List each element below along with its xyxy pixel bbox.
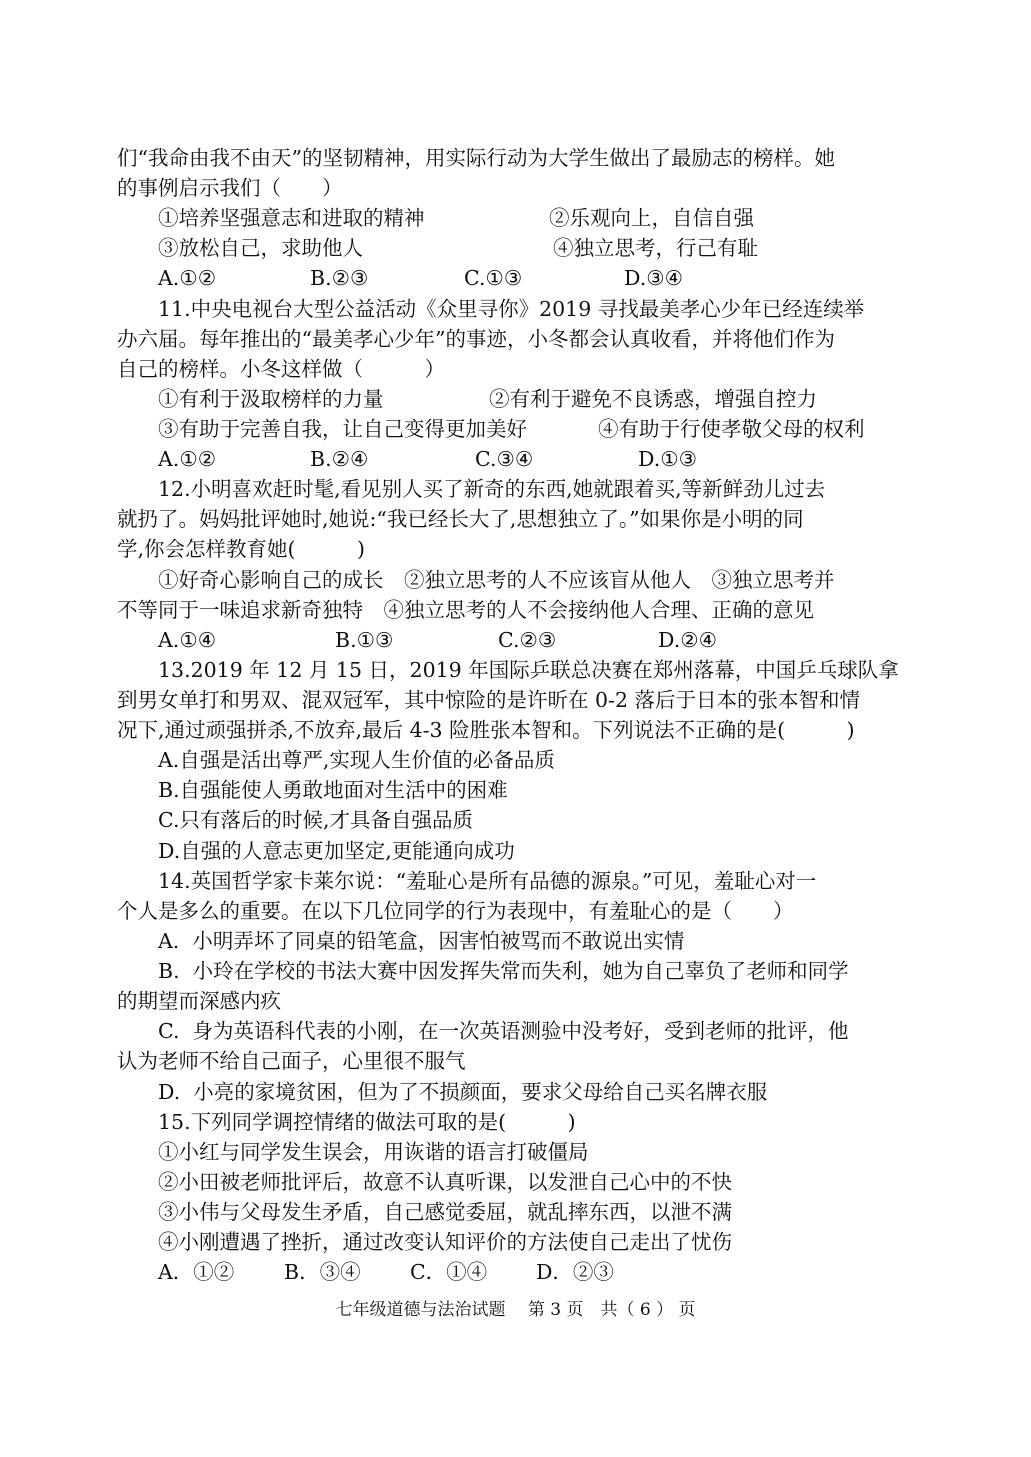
q15-option-b: B．③④ xyxy=(284,1260,361,1284)
q10-item-1: ①培养坚强意志和进取的精神 xyxy=(158,206,425,230)
q15-item-3: ③小伟与父母发生矛盾，自己感觉委屈，就乱摔东西，以泄不满 xyxy=(158,1200,732,1224)
q13-option-b: B.自强能使人勇敢地面对生活中的困难 xyxy=(158,778,508,802)
q12-stem-line-1: 12.小明喜欢赶时髦,看见别人买了新奇的东西,她就跟着买,等新鲜劲儿过去 xyxy=(158,477,826,501)
q11-item-1: ①有利于汲取榜样的力量 xyxy=(158,387,384,411)
q11-stem-line-1: 11.中央电视台大型公益活动《众里寻你》2019 寻找最美孝心少年已经连续举 xyxy=(158,297,865,321)
q14-option-a: A. 小明弄坏了同桌的铅笔盒，因害怕被骂而不敢说出实情 xyxy=(158,929,685,953)
q10-stem-line-1: 们“我命由我不由天”的坚韧精神，用实际行动为大学生做出了最励志的榜样。她 xyxy=(117,146,835,170)
q12-option-b: B.①③ xyxy=(335,628,394,652)
q12-stem-line-2: 就扔了。妈妈批评她时,她说:“我已经长大了,思想独立了。”如果你是小明的同 xyxy=(117,507,804,531)
q15-item-2: ②小田被老师批评后，故意不认真听课，以发泄自己心中的不快 xyxy=(158,1170,732,1194)
q12-option-a: A.①④ xyxy=(158,628,217,652)
q14-option-d: D. 小亮的家境贫困，但为了不损颜面，要求父母给自己买名牌衣服 xyxy=(158,1080,768,1104)
q13-stem-line-2: 到男女单打和男双、混双冠军，其中惊险的是许昕在 0-2 落后于日本的张本智和情 xyxy=(117,688,861,712)
q15-stem: 15.下列同学调控情绪的做法可取的是( ) xyxy=(158,1110,576,1134)
q11-option-c: C.③④ xyxy=(475,447,534,471)
q10-item-3: ③放松自己，求助他人 xyxy=(158,236,363,260)
q14-option-c-line-2: 认为老师不给自己面子，心里很不服气 xyxy=(117,1049,466,1073)
q15-item-1: ①小红与同学发生误会，用诙谐的语言打破僵局 xyxy=(158,1140,589,1164)
q12-option-c: C.②③ xyxy=(498,628,557,652)
q12-items-line-1: ①好奇心影响自己的成长 ②独立思考的人不应该盲从他人 ③独立思考并 xyxy=(158,568,835,592)
q14-stem-line-2: 个人是多么的重要。在以下几位同学的行为表现中，有羞耻心的是（ ） xyxy=(117,899,794,923)
q10-item-4: ④独立思考，行己有耻 xyxy=(553,236,758,260)
q11-stem-line-3: 自己的榜样。小冬这样做（ ） xyxy=(117,357,445,381)
q10-item-2: ②乐观向上，自信自强 xyxy=(549,206,754,230)
page-footer: 七年级道德与法治试题 第 3 页 共（ 6 ） 页 xyxy=(335,1300,696,1320)
q14-option-b-line-2: 的期望而深感内疚 xyxy=(117,989,281,1013)
q10-option-d: D.③④ xyxy=(624,266,683,290)
q11-option-a: A.①② xyxy=(158,447,217,471)
q14-stem-line-1: 14.英国哲学家卡莱尔说：“羞耻心是所有品德的源泉。”可见，羞耻心对一 xyxy=(158,869,817,893)
q15-option-d: D．②③ xyxy=(536,1260,614,1284)
q10-option-c: C.①③ xyxy=(464,266,523,290)
q13-option-a: A.自强是活出尊严,实现人生价值的必备品质 xyxy=(158,748,555,772)
q13-option-d: D.自强的人意志更加坚定,更能通向成功 xyxy=(158,839,515,863)
q15-item-4: ④小刚遭遇了挫折，通过改变认知评价的方法使自己走出了忧伤 xyxy=(158,1230,732,1254)
q11-option-d: D.①③ xyxy=(638,447,697,471)
q10-option-b: B.②③ xyxy=(310,266,369,290)
q14-option-b-line-1: B. 小玲在学校的书法大赛中因发挥失常而失利，她为自己辜负了老师和同学 xyxy=(158,959,849,983)
q14-option-c-line-1: C. 身为英语科代表的小刚，在一次英语测验中没考好，受到老师的批评，他 xyxy=(158,1019,849,1043)
q11-item-3: ③有助于完善自我，让自己变得更加美好 xyxy=(158,417,527,441)
q15-option-a: A．①② xyxy=(158,1260,235,1284)
q13-stem-line-3: 况下,通过顽强拼杀,不放弃,最后 4-3 险胜张本智和。下列说法不正确的是( ) xyxy=(117,718,855,742)
q12-stem-line-3: 学,你会怎样教育她( ) xyxy=(117,537,366,561)
q12-items-line-2: 不等同于一味追求新奇独特 ④独立思考的人不会接纳他人合理、正确的意见 xyxy=(117,598,814,622)
q13-stem-line-1: 13.2019 年 12 月 15 日，2019 年国际乒联总决赛在郑州落幕，中国乒乓球队拿 xyxy=(158,658,899,682)
q12-option-d: D.②④ xyxy=(658,628,717,652)
q10-stem-line-2: 的事例启示我们（ ） xyxy=(117,176,343,200)
q10-option-a: A.①② xyxy=(158,266,217,290)
q11-option-b: B.②④ xyxy=(310,447,369,471)
q11-item-4: ④有助于行使孝敬父母的权利 xyxy=(598,417,865,441)
q11-stem-line-2: 办六届。每年推出的“最美孝心少年”的事迹，小冬都会认真收看，并将他们作为 xyxy=(117,327,835,351)
q13-option-c: C.只有落后的时候,才具备自强品质 xyxy=(158,808,473,832)
q15-option-c: C．①④ xyxy=(410,1260,488,1284)
q11-item-2: ②有利于避免不良诱惑，增强自控力 xyxy=(489,387,817,411)
